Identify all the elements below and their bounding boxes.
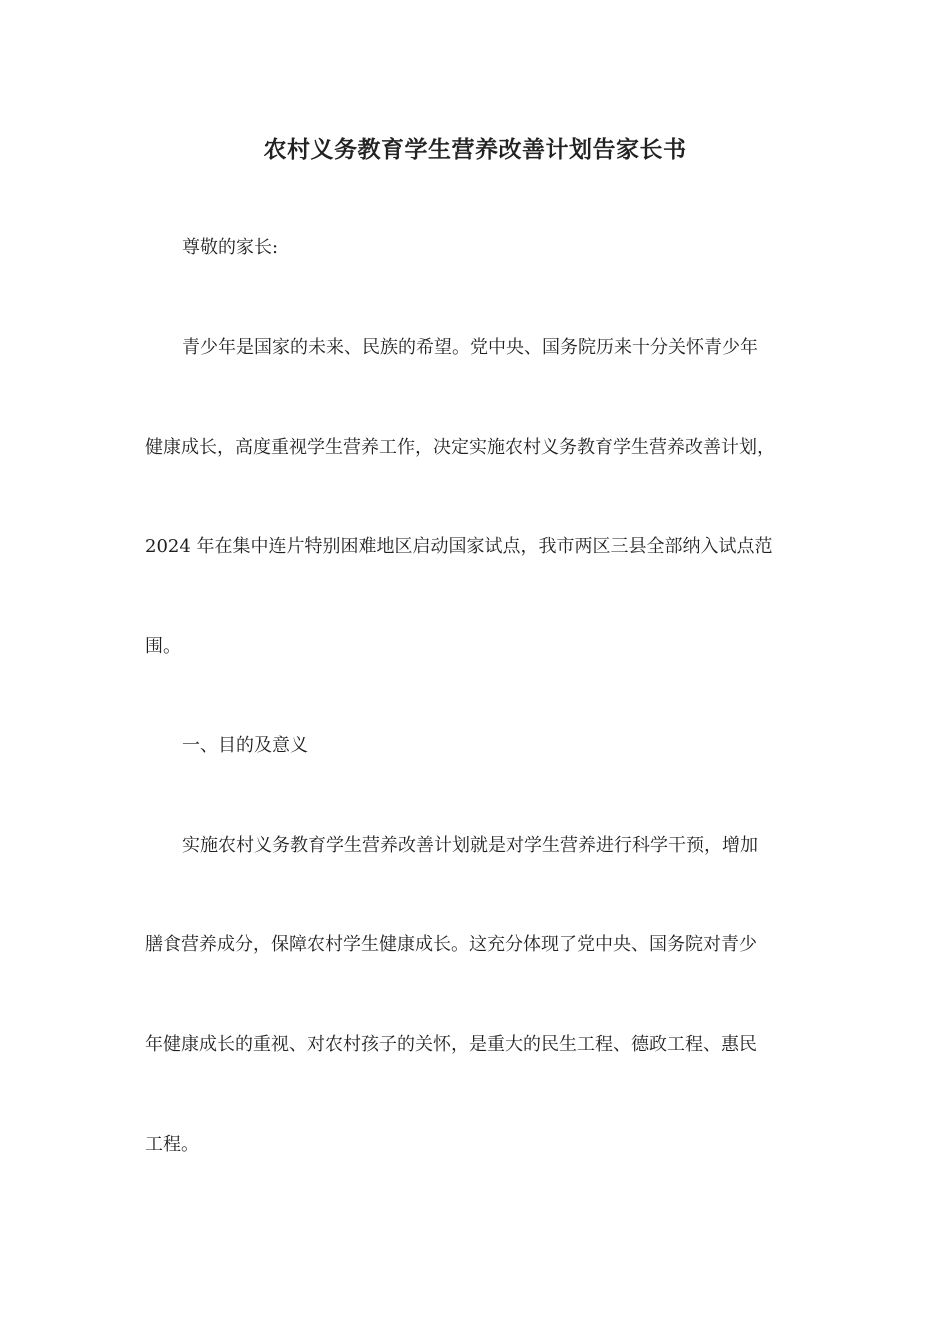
paragraph-1-line-4: 围。 bbox=[145, 636, 181, 657]
salutation: 尊敬的家长: bbox=[182, 237, 279, 258]
paragraph-1-line-2: 健康成长，高度重视学生营养工作，决定实施农村义务教育学生营养改善计划， bbox=[145, 437, 775, 458]
paragraph-1-line-3: 2024 年在集中连片特别困难地区启动国家试点，我市两区三县全部纳入试点范 bbox=[145, 536, 773, 557]
paragraph-2-line-3: 年健康成长的重视、对农村孩子的关怀，是重大的民生工程、德政工程、惠民 bbox=[145, 1034, 757, 1055]
paragraph-1-line-1: 青少年是国家的未来、民族的希望。党中央、国务院历来十分关怀青少年 bbox=[182, 337, 758, 358]
paragraph-2-line-2: 膳食营养成分，保障农村学生健康成长。这充分体现了党中央、国务院对青少 bbox=[145, 934, 757, 955]
paragraph-2-line-4: 工程。 bbox=[145, 1134, 199, 1155]
section-1-heading: 一、目的及意义 bbox=[182, 735, 308, 756]
document-title: 农村义务教育学生营养改善计划告家长书 bbox=[263, 136, 687, 163]
paragraph-2-line-1: 实施农村义务教育学生营养改善计划就是对学生营养进行科学干预，增加 bbox=[182, 835, 758, 856]
